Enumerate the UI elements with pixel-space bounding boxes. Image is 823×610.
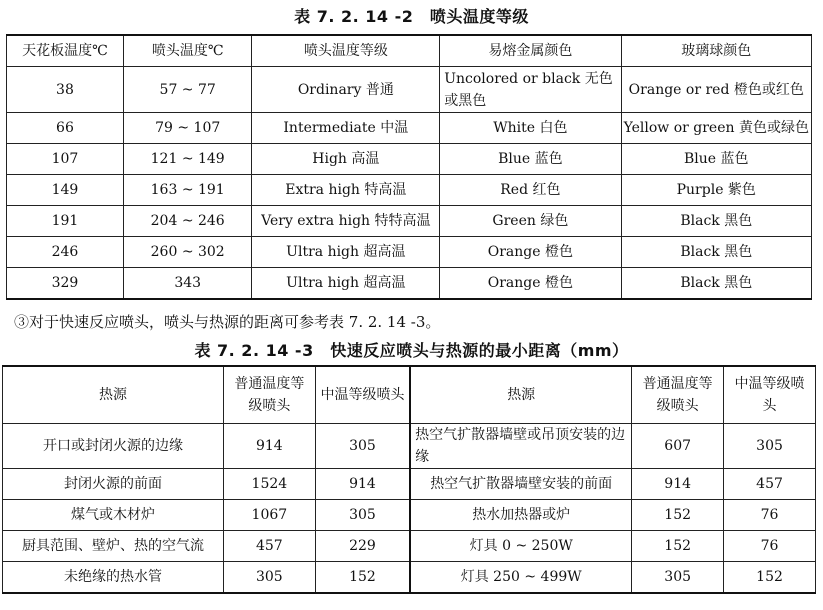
table-cell: White 白色 <box>440 113 621 144</box>
header-intermediate-sprinkler: 中温等级喷头 <box>724 366 816 424</box>
table1-title: 表 7. 2. 14 -2 喷头温度等级 <box>294 7 529 26</box>
table-cell: 热空气扩散器墙壁安装的前面 <box>410 469 632 500</box>
table-cell: Orange 橙色 <box>440 268 621 300</box>
table-row <box>7 206 812 237</box>
table-cell: 煤气或木材炉 <box>3 500 224 531</box>
table-cell: 38 <box>7 67 124 113</box>
table-cell: 152 <box>315 562 410 594</box>
table-cell: 305 <box>223 562 315 594</box>
header-ordinary-sprinkler: 普通温度等级喷头 <box>632 366 724 424</box>
table-cell: 灯具 0 ~ 250W <box>410 531 632 562</box>
table-cell: 66 <box>7 113 124 144</box>
table-cell: 107 <box>7 144 124 175</box>
table-cell: 152 <box>724 562 816 594</box>
table-cell: Red 红色 <box>440 175 621 206</box>
table-cell: 457 <box>223 531 315 562</box>
table-cell: 开口或封闭火源的边缘 <box>3 424 224 469</box>
table-cell: 246 <box>7 237 124 268</box>
table-cell: Ultra high 超高温 <box>252 268 440 300</box>
header-ceiling-temp: 天花板温度℃ <box>7 35 124 67</box>
table-cell: Orange or red 橙色或红色 <box>621 67 811 113</box>
table-cell: 封闭火源的前面 <box>3 469 224 500</box>
table-cell: 76 <box>724 500 816 531</box>
table-cell: 厨具范围、壁炉、热的空气流 <box>3 531 224 562</box>
table-cell: 260 ~ 302 <box>123 237 252 268</box>
table-cell: 229 <box>315 531 410 562</box>
table-cell: Purple 紫色 <box>621 175 811 206</box>
header-bulb-color: 玻璃球颜色 <box>621 35 811 67</box>
table-row <box>7 237 812 268</box>
table-cell: Orange 橙色 <box>440 237 621 268</box>
table-cell: 191 <box>7 206 124 237</box>
table-cell: 149 <box>7 175 124 206</box>
table-cell: 457 <box>724 469 816 500</box>
table-cell: 305 <box>315 424 410 469</box>
table-cell: 305 <box>632 562 724 594</box>
header-intermediate-sprinkler: 中温等级喷头 <box>315 366 410 424</box>
header-temp-class: 喷头温度等级 <box>252 35 440 67</box>
table-cell: Yellow or green 黄色或绿色 <box>621 113 811 144</box>
heat-source-distance-table <box>2 365 816 594</box>
table-header-row <box>7 35 812 67</box>
table-row <box>3 424 816 469</box>
table-cell: Black 黑色 <box>621 206 811 237</box>
table-cell: High 高温 <box>252 144 440 175</box>
table2-title: 表 7. 2. 14 -3 快速反应喷头与热源的最小距离（mm） <box>194 341 629 360</box>
table-cell: 灯具 250 ~ 499W <box>410 562 632 594</box>
table-cell: 121 ~ 149 <box>123 144 252 175</box>
table-cell: Blue 蓝色 <box>440 144 621 175</box>
table-row <box>3 469 816 500</box>
table-row <box>7 113 812 144</box>
header-fusible-color: 易熔金属颜色 <box>440 35 621 67</box>
table-cell: Extra high 特高温 <box>252 175 440 206</box>
table-cell: Black 黑色 <box>621 237 811 268</box>
table-row <box>7 144 812 175</box>
table-cell: 1524 <box>223 469 315 500</box>
table-cell: Very extra high 特特高温 <box>252 206 440 237</box>
table-cell: 76 <box>724 531 816 562</box>
table-cell: Uncolored or black 无色或黑色 <box>440 67 621 113</box>
header-ordinary-sprinkler: 普通温度等级喷头 <box>223 366 315 424</box>
table-cell: 热空气扩散器墙壁或吊顶安装的边缘 <box>410 424 632 469</box>
table-cell: 914 <box>632 469 724 500</box>
table-cell: 329 <box>7 268 124 300</box>
table-cell: 914 <box>315 469 410 500</box>
table-cell: 204 ~ 246 <box>123 206 252 237</box>
table-cell: 57 ~ 77 <box>123 67 252 113</box>
table-cell: Intermediate 中温 <box>252 113 440 144</box>
table-cell: 1067 <box>223 500 315 531</box>
header-heat-source: 热源 <box>3 366 224 424</box>
header-sprinkler-temp: 喷头温度℃ <box>123 35 252 67</box>
note-text: ③对于快速反应喷头，喷头与热源的距离可参考表 7. 2. 14 -3。 <box>14 313 441 331</box>
table-cell: 914 <box>223 424 315 469</box>
table-header-row <box>3 366 816 424</box>
table-cell: 热水加热器或炉 <box>410 500 632 531</box>
table-cell: 305 <box>315 500 410 531</box>
sprinkler-temperature-table <box>6 34 812 300</box>
table-row <box>3 531 816 562</box>
table-cell: Blue 蓝色 <box>621 144 811 175</box>
table-cell: 305 <box>724 424 816 469</box>
table-cell: Ordinary 普通 <box>252 67 440 113</box>
table-row <box>7 268 812 300</box>
table-cell: 152 <box>632 500 724 531</box>
table-cell: Green 绿色 <box>440 206 621 237</box>
table-cell: 163 ~ 191 <box>123 175 252 206</box>
table-row <box>3 500 816 531</box>
table-cell: Black 黑色 <box>621 268 811 300</box>
table-cell: 未绝缘的热水管 <box>3 562 224 594</box>
table-cell: Ultra high 超高温 <box>252 237 440 268</box>
table-row <box>7 175 812 206</box>
header-heat-source: 热源 <box>410 366 632 424</box>
table-row <box>7 67 812 113</box>
table-cell: 79 ~ 107 <box>123 113 252 144</box>
table-cell: 152 <box>632 531 724 562</box>
table-cell: 607 <box>632 424 724 469</box>
table-row <box>3 562 816 594</box>
table-cell: 343 <box>123 268 252 300</box>
